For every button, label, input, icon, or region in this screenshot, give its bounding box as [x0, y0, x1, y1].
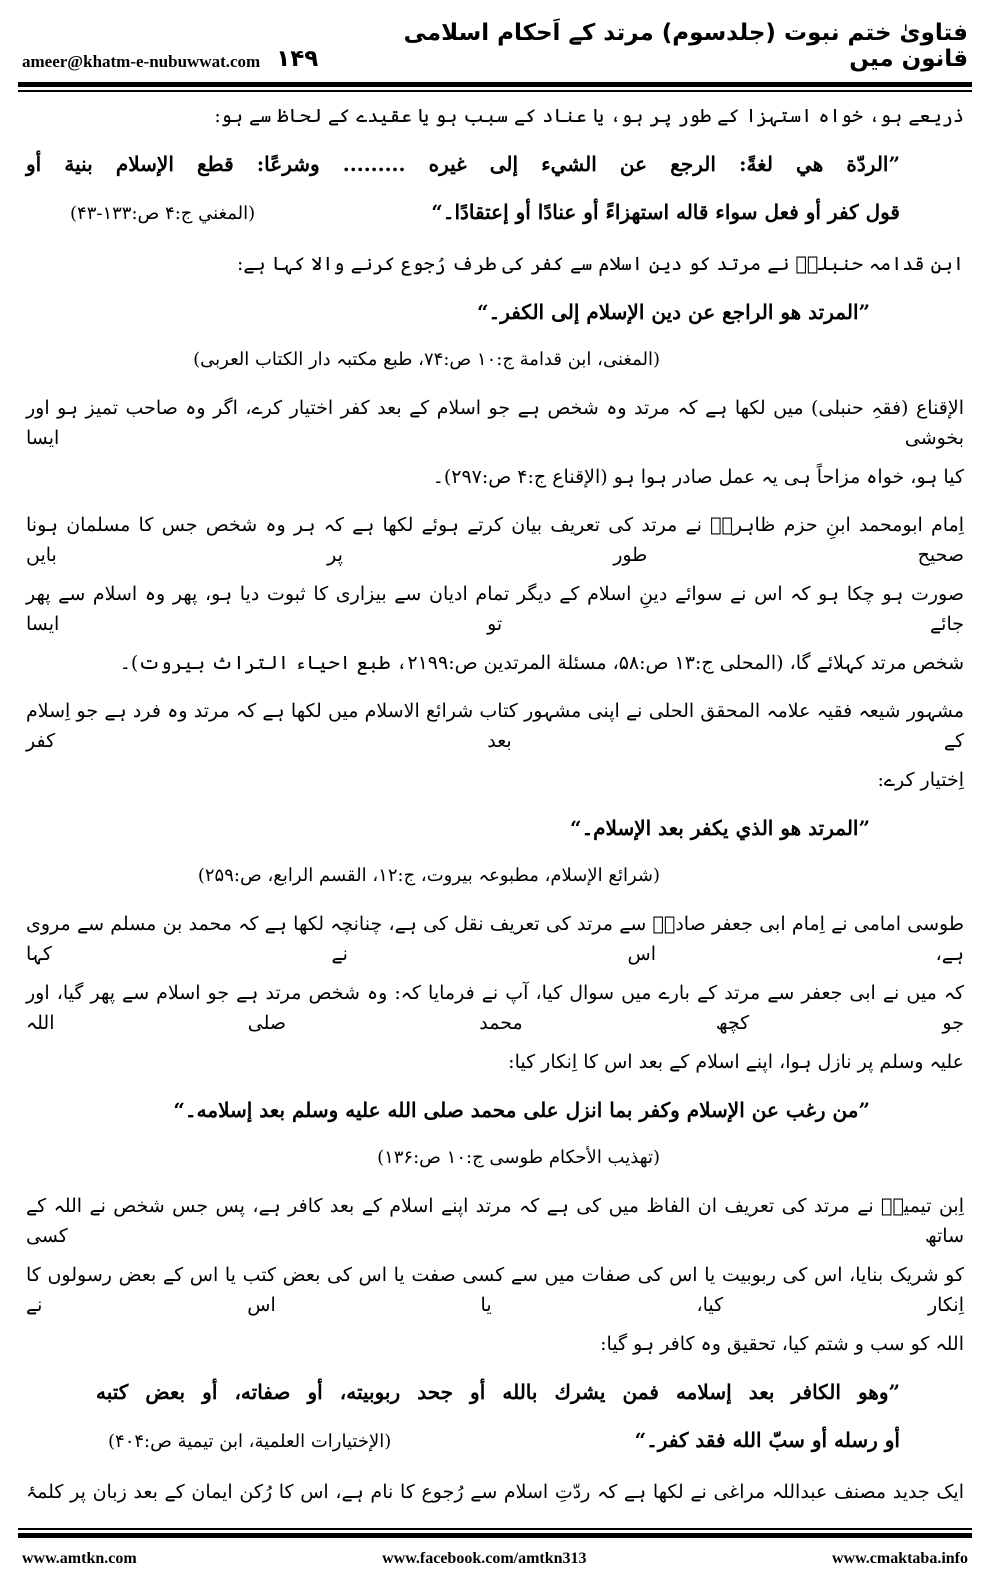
text-line: صورت ہو چکا ہو کہ اس نے سوائے دینِ اسلام کے دیگر تمام ادیان سے بیزاری کا ثبوت دیا ہو، پھر وہ اسلام سے پھر جائے تو ایسا: [26, 583, 964, 635]
page-footer: [0, 1538, 990, 1578]
footer-link-cmaktaba[interactable]: www.cmaktaba.info: [831, 1550, 968, 1567]
text-line: ذریعے ہو، خواہ استہزا کے طور پر ہو، یا عناد کے سبب ہو یا عقیدے کے لحاظ سے ہو:: [214, 105, 964, 127]
text-line: ایک جدید مصنف عبداللہ مراغی نے لکھا ہے کہ ردّتِ اسلام سے رُجوع کا نام ہے، اس کا رُکن ایمان کے بعد زبان پر کلمۂ: [26, 1481, 964, 1503]
quote-with-reference: [26, 1416, 964, 1468]
quote-line: ”المرتد هو الذي يكفر بعد الإسلام۔“: [569, 816, 870, 840]
footer-rule-thin: [18, 1528, 972, 1530]
reference: (المغنی، ابن قدامة ج:۱۰ ص:۷۴، طبع مکتبہ دار الکتاب العربی): [193, 349, 660, 370]
text-line: اِمام ابومحمد ابنِ حزم ظاہریؒ نے مرتد کی تعریف بیان کرتے ہوئے لکھا ہے کہ ہر وہ شخص جس کا مسلمان ہونا صحیح طور پر بایں: [26, 514, 964, 566]
page-body: [0, 92, 990, 1516]
text-line: اللہ کو سب و شتم کیا، تحقیق وہ کافر ہو گیا:: [600, 1333, 964, 1355]
quote-line: قول كفر أو فعل سواء قاله استهزاءً أو عنادًا أو إعتقادًا۔“: [431, 200, 900, 224]
text-line: ابن قدامہ حنبلیؒ نے مرتد کو دینِ اسلام سے کفر کی طرف رُجوع کرنے والا کہا ہے:: [236, 253, 964, 275]
reference: (المغني ج:۴ ص:۱۳۳-۴۳): [70, 203, 256, 224]
quote-line: ”المرتد هو الراجع عن دين الإسلام إلى الكفر۔“: [477, 300, 870, 324]
text-line: الإقناع (فقہِ حنبلی) میں لکھا ہے کہ مرتد وہ شخص ہے جو اسلام کے بعد کفر اختیار کرے، اگر وہ صاحب تمیز ہو اور بخوشی ایسا: [26, 397, 964, 449]
quote-line: ”من رغب عن الإسلام وكفر بما انزل على محمد صلى الله عليه وسلم بعد إسلامه۔“: [173, 1098, 870, 1122]
text-line: کیا ہو، خواہ مزاحاً ہی یہ عمل صادر ہوا ہو (الإقناع ج:۴ ص:۲۹۷)۔: [432, 466, 964, 488]
text-line: علیہ وسلم پر نازل ہوا، اپنے اسلام کے بعد اس کا اِنکار کیا:: [508, 1051, 964, 1073]
text-line: طوسی امامی نے اِمام ابی جعفر صادقؒ سے مرتد کی تعریف نقل کی ہے، چنانچہ لکھا ہے کہ محمد بن مسلم سے مروی ہے، اس نے کہا: [26, 913, 964, 965]
quote-with-reference: [26, 188, 964, 240]
footer-link-amtkn[interactable]: www.amtkn.com: [22, 1550, 137, 1567]
book-title: فتاویٰ ختم نبوت (جلدسوم) مرتد کے اَحکام اسلامی قانون میں: [403, 20, 968, 72]
text-line: کو شریک بنایا، اس کی ربوبیت یا اس کی صفات میں سے کسی صفت یا اس کی بعض کتب یا اس کے بعض رسولوں کا اِنکار کیا، یا اس نے: [26, 1264, 964, 1316]
page-header: [0, 0, 990, 72]
quote-line: ”وهو الكافر بعد إسلامه فمن يشرك بالله أو جحد ربوبيته، أو صفاته، أو بعض كتبه: [96, 1380, 900, 1404]
text-line: اِختیار کرے:: [877, 769, 964, 791]
reference: (تهذيب الأحكام طوسی ج:۱۰ ص:۱۳۶): [377, 1147, 660, 1168]
footer-link-facebook[interactable]: www.facebook.com/amtkn313: [382, 1550, 587, 1567]
text-line: مشہور شیعہ فقیہ علامہ المحقق الحلی نے اپنی مشہور کتاب شرائع الاسلام میں لکھا ہے کہ مرتد وہ فرد ہے جو اِسلام کے بعد کفر: [26, 700, 964, 752]
reference: (شرائع الإسلام، مطبوعہ بیروت، ج:۱۲، القسم الرابع، ص:۲۵۹): [197, 865, 660, 886]
header-title-group: [276, 20, 968, 72]
text-line: کہ میں نے ابی جعفر سے مرتد کے بارے میں سوال کیا، آپ نے فرمایا کہ: وہ شخص مرتد ہے جو اسلام سے پھر گیا، اور جو کچھ محمد صلی اللہ: [26, 982, 964, 1034]
text-line: اِبن تیمیہؒ نے مرتد کی تعریف ان الفاظ میں کی ہے کہ مرتد اپنے اسلام کے بعد کافر ہے، پس جس شخص نے اللہ کے ساتھ کسی: [26, 1195, 964, 1247]
page-number: ۱۴۹: [276, 46, 319, 72]
header-rule: [18, 82, 972, 87]
reference: (الإختيارات العلمية، ابن تيمية ص:۴۰۴): [108, 1431, 392, 1452]
quote-line: أو رسله أو سبّ الله فقد كفر۔“: [634, 1428, 900, 1452]
quote-line: ”الردّة هي لغةً: الرجع عن الشيء إلى غيره ......... وشرعًا: قطع الإسلام بنية أو: [26, 152, 900, 176]
header-email: ameer@khatm-e-nubuwwat.com: [22, 52, 261, 71]
text-line: شخص مرتد کہلائے گا، (المحلی ج:۱۳ ص:۵۸، مسئلة المرتدین ص:۲۱۹۹، طبع احیاء التراث بیروت)۔: [119, 652, 964, 674]
